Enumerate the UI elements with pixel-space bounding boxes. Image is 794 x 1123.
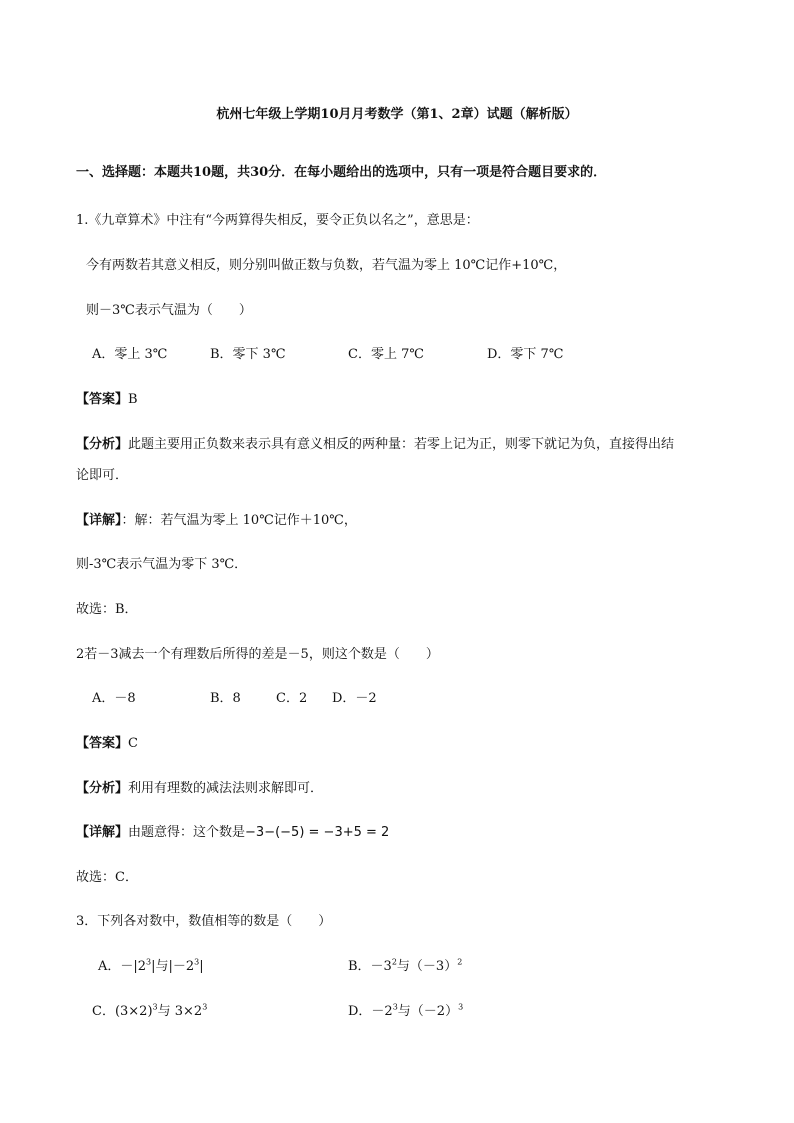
detail-tag: 【详解】 (76, 825, 129, 840)
q1-option-b: B．零下 3℃ (210, 347, 286, 362)
q3-option-b: B．$-3^2$与$(-3)^2$ (348, 957, 463, 974)
q1-analysis (76, 438, 674, 451)
answer-value: C (128, 736, 138, 751)
q2-detail (76, 826, 389, 839)
q3-option-a: A．$-|2^3|$与$|-2^3|$ (98, 957, 204, 974)
section-heading: 一、选择题：本题共10题，共30分．在每小题给出的选项中，只有一项是符合题目要求的． (76, 165, 607, 180)
q1-stem: 1.《九章算术》中注有“今两算得失相反，要令正负以名之”，意思是： (76, 213, 479, 228)
page-title: 杭州七年级上学期10月月考数学（第1、2章）试题（解析版） (216, 107, 578, 122)
q1-answer (76, 393, 138, 406)
answer-value: B (128, 392, 138, 407)
detail-formula: −3−(−5) = −3+5 = 2 (245, 825, 390, 840)
q3-option-c: C．$(3\times 2)^3$与 $3\times 2^3$ (92, 1002, 208, 1019)
q2-choose: 故选：C． (76, 870, 138, 885)
q2-answer (76, 737, 138, 750)
answer-tag: 【答案】 (76, 392, 129, 407)
q3-option-d: D．$-2^3$与$(-2)^3$ (348, 1002, 464, 1019)
q1-option-a: A．零上 3℃ (92, 347, 168, 362)
analysis-tag: 【分析】 (76, 781, 129, 796)
q1-detail-cont: 则-3℃表示气温为零下 3℃． (76, 557, 248, 572)
q3-stem: 3．下列各对数中，数值相等的数是（ ） (76, 914, 332, 929)
q2-option-a: A．－8 (92, 691, 136, 706)
detail-text: 由题意得：这个数是 (128, 825, 246, 840)
q2-option-c: C．2 (276, 691, 308, 706)
answer-tag: 【答案】 (76, 736, 129, 751)
q2-option-d: D．－2 (332, 691, 377, 706)
q1-line3: 则－3℃表示气温为（ ） (86, 303, 252, 318)
q2-option-b: B．8 (210, 691, 241, 706)
q1-analysis-cont: 论即可． (76, 468, 129, 483)
q1-detail (76, 514, 357, 527)
q1-line2: 今有两数若其意义相反，则分别叫做正数与负数，若气温为零上 10℃记作+10℃， (86, 258, 567, 273)
q1-option-d: D．零下 7℃ (487, 347, 564, 362)
q1-choose: 故选：B． (76, 602, 138, 617)
detail-tag: 【详解】 (76, 513, 122, 528)
analysis-text: 利用有理数的减法法则求解即可． (128, 781, 324, 796)
q2-analysis (76, 782, 323, 795)
detail-text: ：解：若气温为零上 10℃记作＋10℃， (121, 513, 357, 528)
analysis-tag: 【分析】 (76, 437, 129, 452)
q1-option-c: C．零上 7℃ (348, 347, 424, 362)
analysis-text: 此题主要用正负数来表示具有意义相反的两种量：若零上记为正，则零下就记为负，直接得出结 (128, 437, 675, 452)
q2-stem: 2若－3减去一个有理数后所得的差是－5，则这个数是（ ） (76, 647, 439, 662)
